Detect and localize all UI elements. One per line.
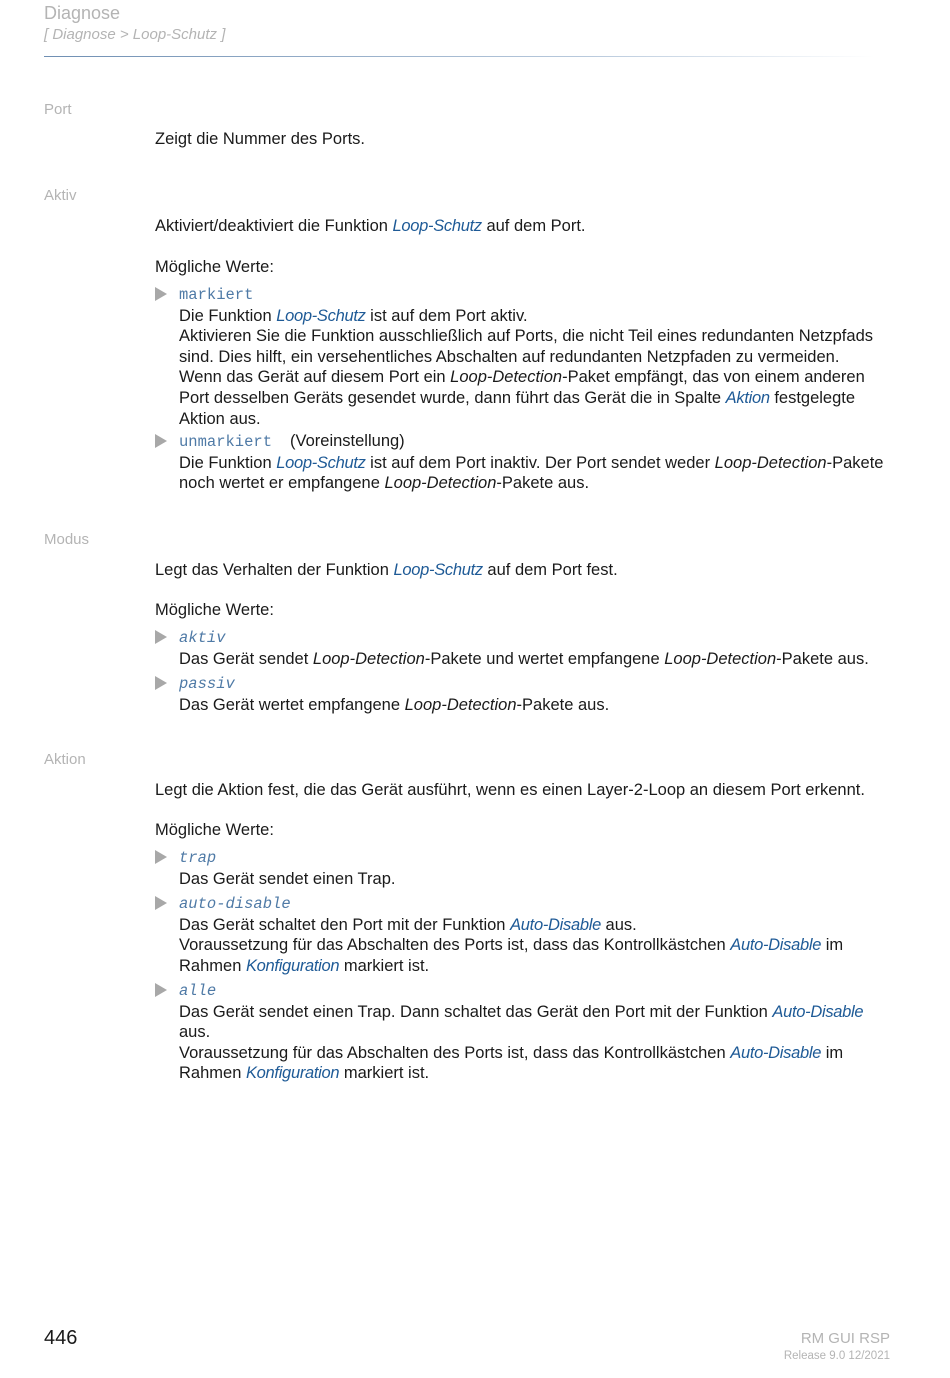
doc-title: RM GUI RSP	[800, 1330, 890, 1347]
modus-option-passiv: passiv Das Gerät wertet empfangene Loop-Detection-Pakete aus.	[155, 673, 900, 715]
breadcrumb: [ Diagnose > Loop-Schutz ]	[44, 26, 226, 43]
bullet-triangle-icon	[155, 983, 167, 997]
auto-disable-link[interactable]: Auto-Disable	[510, 915, 601, 934]
aktiv-option-unmarkiert: unmarkiert (Voreinstellung) Die Funktion Loop-Schutz ist auf dem Port inaktiv. Der Port sendet weder Loop-Detection-Pakete noch wertet er empfangene Loop-Detection-Pakete aus.	[155, 431, 900, 495]
loop-schutz-link[interactable]: Loop-Schutz	[392, 217, 482, 235]
section-label-port: Port	[44, 101, 72, 118]
page-number: 446	[44, 1327, 78, 1349]
section-aktion-body	[155, 780, 915, 801]
loop-schutz-link[interactable]: Loop-Schutz	[276, 453, 366, 472]
auto-disable-link[interactable]: Auto-Disable	[730, 936, 822, 955]
option-value: aktiv	[179, 629, 226, 647]
section-port-body	[155, 129, 900, 150]
bullet-triangle-icon	[155, 676, 167, 690]
aktion-values-heading: Mögliche Werte:	[155, 821, 274, 839]
loop-schutz-link[interactable]: Loop-Schutz	[393, 561, 483, 579]
auto-disable-link[interactable]: Auto-Disable	[772, 1002, 864, 1021]
aktion-description: Legt die Aktion fest, die das Gerät ausführt, wenn es einen Layer-2-Loop an diesem Port erkennt.	[155, 781, 865, 799]
option-value: auto-disable	[179, 895, 291, 913]
aktion-link[interactable]: Aktion	[725, 388, 770, 407]
aktion-option-alle: alle Das Gerät sendet einen Trap. Dann schaltet das Gerät den Port mit der Funktion Auto-Disable aus. Voraussetzung für das Abschalten des Ports ist, dass das Kontrollkästchen Auto-Disable im Rahmen Konfiguration markiert ist.	[155, 980, 900, 1084]
aktiv-description: Aktiviert/deaktiviert die Funktion Loop-Schutz auf dem Port.	[155, 217, 586, 235]
option-value: trap	[179, 849, 217, 867]
aktion-option-trap: trap Das Gerät sendet einen Trap.	[155, 847, 900, 889]
section-label-aktion: Aktion	[44, 751, 86, 768]
default-note: (Voreinstellung)	[290, 432, 405, 450]
header-divider	[44, 56, 874, 57]
page-header-title: Diagnose	[44, 3, 121, 23]
section-modus-body	[155, 560, 900, 581]
bullet-triangle-icon	[155, 630, 167, 644]
modus-option-aktiv: aktiv Das Gerät sendet Loop-Detection-Pakete und wertet empfangene Loop-Detection-Pakete aus.	[155, 627, 900, 669]
modus-description: Legt das Verhalten der Funktion Loop-Schutz auf dem Port fest.	[155, 561, 618, 579]
option-value: passiv	[179, 675, 235, 693]
auto-disable-link[interactable]: Auto-Disable	[730, 1043, 822, 1062]
aktiv-option-markiert: markiert Die Funktion Loop-Schutz ist auf dem Port aktiv. Aktivieren Sie die Funktion ausschließlich auf Ports, die nicht Teil eines redundanten Netzpfads sind. Dies hilft, ein versehentliches Abschalten auf redundanten Netzpfaden zu vermeiden. Wenn das Gerät auf diesem Port ein Loop-Detection-Paket empfängt, das von einem anderen Port desselben Geräts gesendet wurde, dann führt das Gerät die in Spalte Aktion festgelegte Aktion aus.	[155, 284, 900, 426]
option-value: unmarkiert	[179, 433, 273, 451]
section-aktiv-body	[155, 216, 900, 237]
konfiguration-link[interactable]: Konfiguration	[245, 1064, 340, 1083]
section-label-aktiv: Aktiv	[44, 187, 77, 204]
aktiv-values-heading: Mögliche Werte:	[155, 258, 274, 276]
konfiguration-link[interactable]: Konfiguration	[245, 956, 340, 975]
modus-values-heading: Mögliche Werte:	[155, 601, 274, 619]
option-value: alle	[179, 982, 217, 1000]
bullet-triangle-icon	[155, 434, 167, 448]
aktion-option-auto-disable: auto-disable Das Gerät schaltet den Port mit der Funktion Auto-Disable aus. Voraussetzung für das Abschalten des Ports ist, dass das Kontrollkästchen Auto-Disable im Rahmen Konfiguration markiert ist.	[155, 893, 900, 977]
bullet-triangle-icon	[155, 287, 167, 301]
option-value: markiert	[179, 286, 254, 304]
section-label-modus: Modus	[44, 531, 90, 548]
port-description: Zeigt die Nummer des Ports.	[155, 130, 365, 148]
bullet-triangle-icon	[155, 896, 167, 910]
release-info: Release 9.0 12/2021	[783, 1350, 890, 1362]
bullet-triangle-icon	[155, 850, 167, 864]
loop-schutz-link[interactable]: Loop-Schutz	[276, 306, 366, 325]
